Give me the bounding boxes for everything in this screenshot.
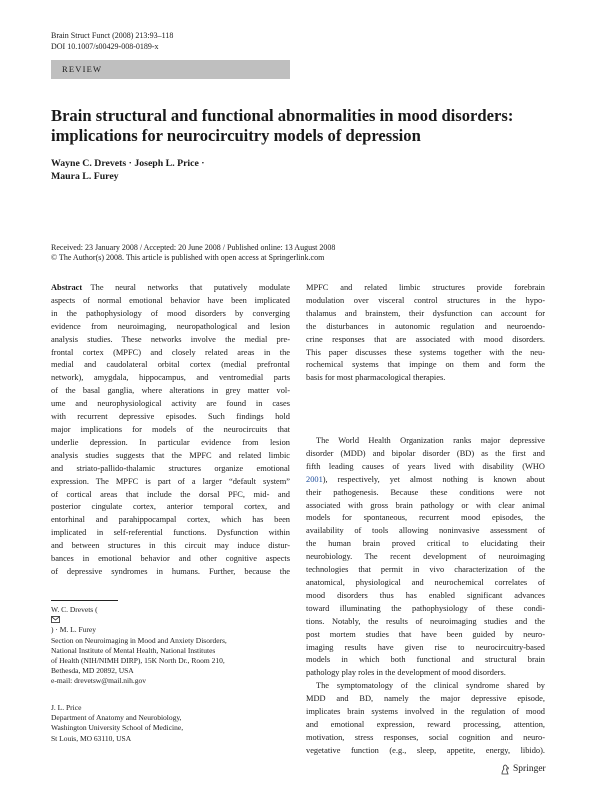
abstract-line: underlie depression. In particular evidence from lesion (51, 437, 290, 447)
abstract-line: thalamus and brainstem, their dysfunction can account for (306, 308, 545, 318)
abstract-line: bances in emotional behavior and other cognitive aspects (51, 554, 290, 564)
intro-text-line: associated with gross brain pathology or with clear animal (306, 500, 545, 510)
abstract-line: of depressive syndromes in humans. Further, because the (51, 566, 290, 576)
intro-text-line: and emotional expression, reward processing, attention, (306, 719, 545, 729)
intro-text-line: motivation, stress responses, social cognition and neuro- (306, 732, 545, 742)
abstract-line: aspects of normal emotional behavior have been implicated (51, 295, 290, 305)
article-doi[interactable]: DOI 10.1007/s00429-008-0189-x (51, 42, 159, 51)
abstract-line: expression. The MPFC is part of a larger “default system” (51, 476, 290, 486)
section-label: REVIEW (62, 64, 103, 74)
abstract-line: and striato-pallido-thalamic structures organize emotional (51, 463, 290, 473)
intro-text-line: implicates brain systems involved in the regulation of mood (306, 707, 545, 717)
affiliation-1-body (51, 636, 227, 687)
intro-paragraph-1 (306, 435, 545, 474)
intro-text-line: imaging results have given rise to neurocircuitry-based (306, 642, 545, 652)
author-line: Maura L. Furey (51, 171, 119, 182)
abstract-line: frontal cortex (MPFC) and closely related areas in the (51, 347, 290, 357)
intro-text-line: disorder (MDD) and bipolar disorder (BD) as the first and (306, 448, 545, 458)
abstract-line: of cortical areas that include the dorsal PFC, mid- and (51, 489, 290, 499)
abstract-continued (306, 282, 545, 385)
abstract-column (51, 282, 290, 579)
abstract-body (51, 295, 290, 579)
abstract-line: rochemical systems that impinge on them and form the (306, 360, 545, 370)
abstract-text: The neural networks that putatively modulate (90, 283, 290, 292)
citation-trailing-text: ), respectively, yet almost nothing is known about (322, 474, 545, 484)
abstract-line: crine responses that are associated with mood disorders. (306, 334, 545, 344)
abstract-line: medial and caudolateral orbital cortex (medial prefrontal (51, 360, 290, 370)
abstract-line: the disturbances in autonomic regulation and neuroendo- (306, 321, 545, 331)
abstract-line: MPFC and related limbic structures provide forebrain (306, 283, 545, 292)
affiliation-line: Section on Neuroimaging in Mood and Anxiety Disorders, (51, 635, 227, 645)
intro-text-line: The World Health Organization ranks major depressive (316, 436, 545, 445)
intro-text-line: post mortem studies that have been guided by neuro- (306, 629, 545, 639)
affiliation-footnote-1 (51, 605, 227, 687)
abstract-line: in the pathophysiology of mood disorders by converging (51, 308, 290, 318)
copyright-line: © The Author(s) 2008. This article is published with open access at Springerlink.com (51, 253, 325, 262)
publisher-name: Springer (513, 764, 546, 774)
intro-text-line: tions. Notably, the results of neuroimaging studies and the (306, 616, 545, 626)
abstract-line: of the basal ganglia, where alterations in grey matter vol- (51, 386, 290, 396)
article-title (51, 106, 551, 146)
intro-text-line: fifth leading causes of years lived with disability (WHO (306, 461, 545, 471)
affiliation-line: Washington University School of Medicine, (51, 723, 184, 733)
intro-text-line: their pathogenesis. Because these conditions were not (306, 487, 545, 497)
abstract-line: modulation over visceral control structures in the hypo- (306, 295, 545, 305)
affiliation-line: of Health (NIH/NIMH DIRP), 15K North Dr., Room 210, (51, 656, 225, 666)
envelope-icon[interactable] (51, 616, 60, 623)
intro-text-line: neurobiology. The recent development of neuroimaging (306, 552, 545, 562)
intro-paragraph-2 (306, 680, 545, 757)
affiliation-line: St Louis, MO 63110, USA (51, 733, 132, 743)
dates-line: Received: 23 January 2008 / Accepted: 20 June 2008 / Published online: 13 August 2008 (51, 243, 336, 252)
abstract-heading: Abstract (51, 283, 83, 292)
affiliation-2-body (51, 703, 183, 744)
intro-text-line (306, 474, 545, 487)
abstract-line: implicated in self-referential functions. Dysfunction within (51, 528, 290, 538)
abstract-continued-body (306, 282, 545, 385)
abstract-line: evidence from neuroimaging, neuropathological and lesion (51, 321, 290, 331)
publication-dates (51, 243, 335, 263)
intro-text-line: The symptomatology of the clinical syndrome shared by (316, 681, 545, 691)
affiliation-authors: W. C. Drevets ( ) · M. L. Furey (51, 605, 98, 635)
author-list (51, 157, 205, 183)
abstract-line: ume and neurophysiological activity are found in cases (51, 399, 290, 409)
introduction-section (306, 435, 545, 758)
title-line: Brain structural and functional abnormalities in mood disorders: (51, 106, 514, 125)
springer-horse-logo-icon (500, 764, 510, 775)
abstract-line: major implications for models of the neurocircuits that (51, 424, 290, 434)
abstract-first-line (51, 282, 290, 295)
abstract-line: analysis studies suggests that the MPFC and related limbic (51, 450, 290, 460)
intro-text-line: toward illuminating the pathophysiology of these condi- (306, 603, 545, 613)
abstract-line: with recurrent depressive episodes. Such findings hold (51, 412, 290, 422)
intro-text-line: models in which both functional and structural brain (306, 655, 545, 665)
affiliation-line: Department of Anatomy and Neurobiology, (51, 713, 182, 723)
abstract-line: entorhinal and parahippocampal cortex, which has been (51, 515, 290, 525)
journal-reference: Brain Struct Funct (2008) 213:93–118 (51, 31, 174, 40)
intro-text-line: vegetative function (e.g., sleep, appetite, energy, libido). (306, 745, 545, 755)
intro-paragraph-1-cont (306, 487, 545, 681)
intro-text-line: the human brain proved critical to elucidating their (306, 539, 545, 549)
intro-text-line: availability of tools allowing noninvasive assessment of (306, 526, 545, 536)
footnote-divider (51, 600, 118, 601)
publisher-mark (500, 764, 546, 775)
abstract-line: This paper discusses these systems together with the neu- (306, 347, 545, 357)
affiliation-footnote-2 (51, 703, 183, 744)
citation-link[interactable]: 2001 (306, 474, 323, 484)
abstract-line: basis for most pharmacological therapies. (306, 373, 446, 383)
intro-text-line: mood disorders thus has enabled significant advances (306, 590, 545, 600)
affiliation-line: Bethesda, MD 20892, USA (51, 666, 134, 676)
intro-text-line: anatomical, physiological and neurochemical correlates of (306, 577, 545, 587)
intro-text-line: pathology play roles in the development of mood disorders. (306, 668, 506, 678)
affiliation-line: J. L. Price (51, 703, 82, 712)
intro-text-line: MDD and BD, namely the major depressive episode, (306, 694, 545, 704)
abstract-line: analysis studies. These networks involve the medial pre- (51, 334, 290, 344)
section-label-bar (51, 60, 290, 79)
abstract-line: and between structures in this circuit may induce distur- (51, 541, 290, 551)
abstract-line: network), amygdala, hippocampus, and ventromedial parts (51, 373, 290, 383)
author-line: Wayne C. Drevets · Joseph L. Price · (51, 158, 205, 169)
intro-text-line: models for spontaneous, recurrent mood episodes, the (306, 513, 545, 523)
author-email[interactable]: e-mail: drevetsw@mail.nih.gov (51, 676, 147, 686)
intro-text-line: technologies that permit in vivo characterization of the (306, 565, 545, 575)
affiliation-line: National Institute of Mental Health, National Institutes (51, 645, 216, 655)
title-line: implications for neurocircuitry models of depression (51, 126, 421, 145)
abstract-line: posterior cingulate cortex, anterior temporal cortex, and (51, 502, 290, 512)
